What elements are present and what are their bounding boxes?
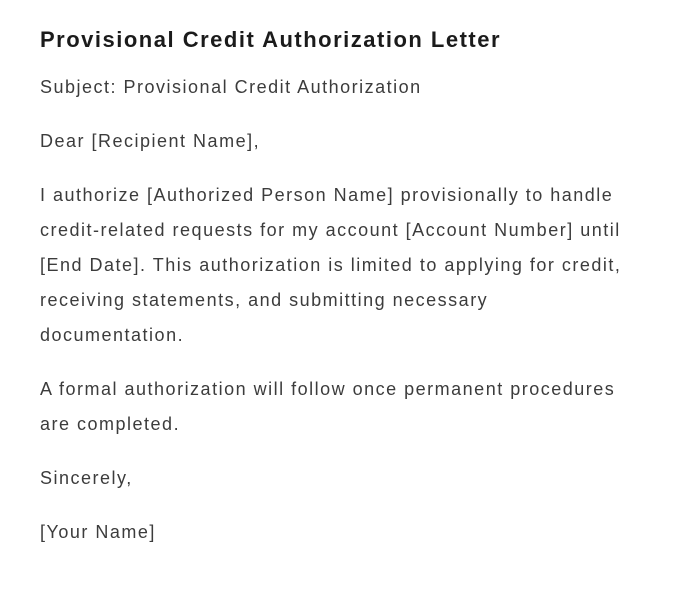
- paragraph-line: are completed.: [40, 414, 181, 434]
- paragraph-line: I authorize [Authorized Person Name] provisionally to handle: [40, 185, 614, 205]
- closing-line: Sincerely,: [40, 468, 133, 488]
- paragraph-line: A formal authorization will follow once permanent procedures: [40, 379, 616, 399]
- greeting-line: Dear [Recipient Name],: [40, 131, 261, 151]
- paragraph-line: credit-related requests for my account [Account Number] until: [40, 220, 621, 240]
- body-paragraph-1: [40, 178, 640, 353]
- paragraph-line: documentation.: [40, 325, 185, 345]
- body-paragraph-2: [40, 372, 640, 442]
- paragraph-line: [End Date]. This authorization is limited to applying for credit,: [40, 255, 622, 275]
- letter-title: Provisional Credit Authorization Letter: [40, 27, 502, 52]
- signature-placeholder: [Your Name]: [40, 522, 156, 542]
- paragraph-line: receiving statements, and submitting necessary: [40, 290, 489, 310]
- subject-line: Subject: Provisional Credit Authorization: [40, 77, 422, 97]
